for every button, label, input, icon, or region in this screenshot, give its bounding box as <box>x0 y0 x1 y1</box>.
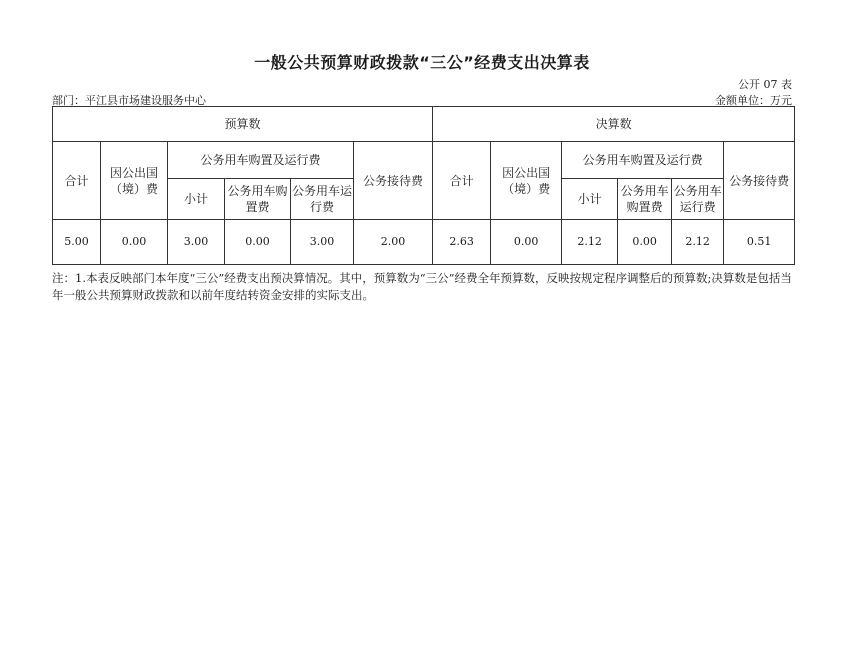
group-budget-header: 预算数 <box>53 107 433 142</box>
budget-purchase-cell: 0.00 <box>225 220 291 265</box>
final-subtotal-cell: 2.12 <box>562 220 618 265</box>
final-vehicle-header: 公务用车购置及运行费 <box>562 142 724 179</box>
department-label: 部门：平江县市场建设服务中心 <box>52 94 206 107</box>
final-subtotal-header: 小计 <box>562 179 618 220</box>
final-purchase-header: 公务用车购置费 <box>618 179 672 220</box>
unit-label: 金额单位：万元 <box>715 94 792 107</box>
final-total-cell: 2.63 <box>433 220 491 265</box>
final-abroad-cell: 0.00 <box>491 220 562 265</box>
final-total-header: 合计 <box>433 142 491 220</box>
final-reception-header: 公务接待费 <box>724 142 795 220</box>
group-final-header: 决算数 <box>433 107 795 142</box>
table-group-header-row <box>53 107 795 142</box>
budget-vehicle-header: 公务用车购置及运行费 <box>168 142 354 179</box>
budget-purchase-header: 公务用车购置费 <box>225 179 291 220</box>
footnote: 注：1.本表反映部门本年度“三公”经费支出预决算情况。其中，预算数为“三公”经费全年预算数，反映按规定程序调整后的预算数;决算数是包括当年一般公共预算财政拨款和以前年度结转资金安排的实际支出。 <box>52 271 792 302</box>
budget-subtotal-cell: 3.00 <box>168 220 225 265</box>
final-operation-header: 公务用车运行费 <box>672 179 724 220</box>
budget-total-cell: 5.00 <box>53 220 101 265</box>
table-header-row <box>53 142 795 179</box>
page-title: 一般公共预算财政拨款“三公”经费支出决算表 <box>254 53 590 72</box>
budget-operation-cell: 3.00 <box>291 220 354 265</box>
expense-table <box>52 106 795 265</box>
budget-total-header: 合计 <box>53 142 101 220</box>
final-reception-cell: 0.51 <box>724 220 795 265</box>
form-number: 公开 07 表 <box>738 78 792 91</box>
budget-abroad-header: 因公出国（境）费 <box>101 142 168 220</box>
budget-operation-header: 公务用车运行费 <box>291 179 354 220</box>
final-purchase-cell: 0.00 <box>618 220 672 265</box>
budget-reception-header: 公务接待费 <box>354 142 433 220</box>
table-row <box>53 220 795 265</box>
budget-subtotal-header: 小计 <box>168 179 225 220</box>
final-operation-cell: 2.12 <box>672 220 724 265</box>
final-abroad-header: 因公出国（境）费 <box>491 142 562 220</box>
budget-reception-cell: 2.00 <box>354 220 433 265</box>
budget-abroad-cell: 0.00 <box>101 220 168 265</box>
